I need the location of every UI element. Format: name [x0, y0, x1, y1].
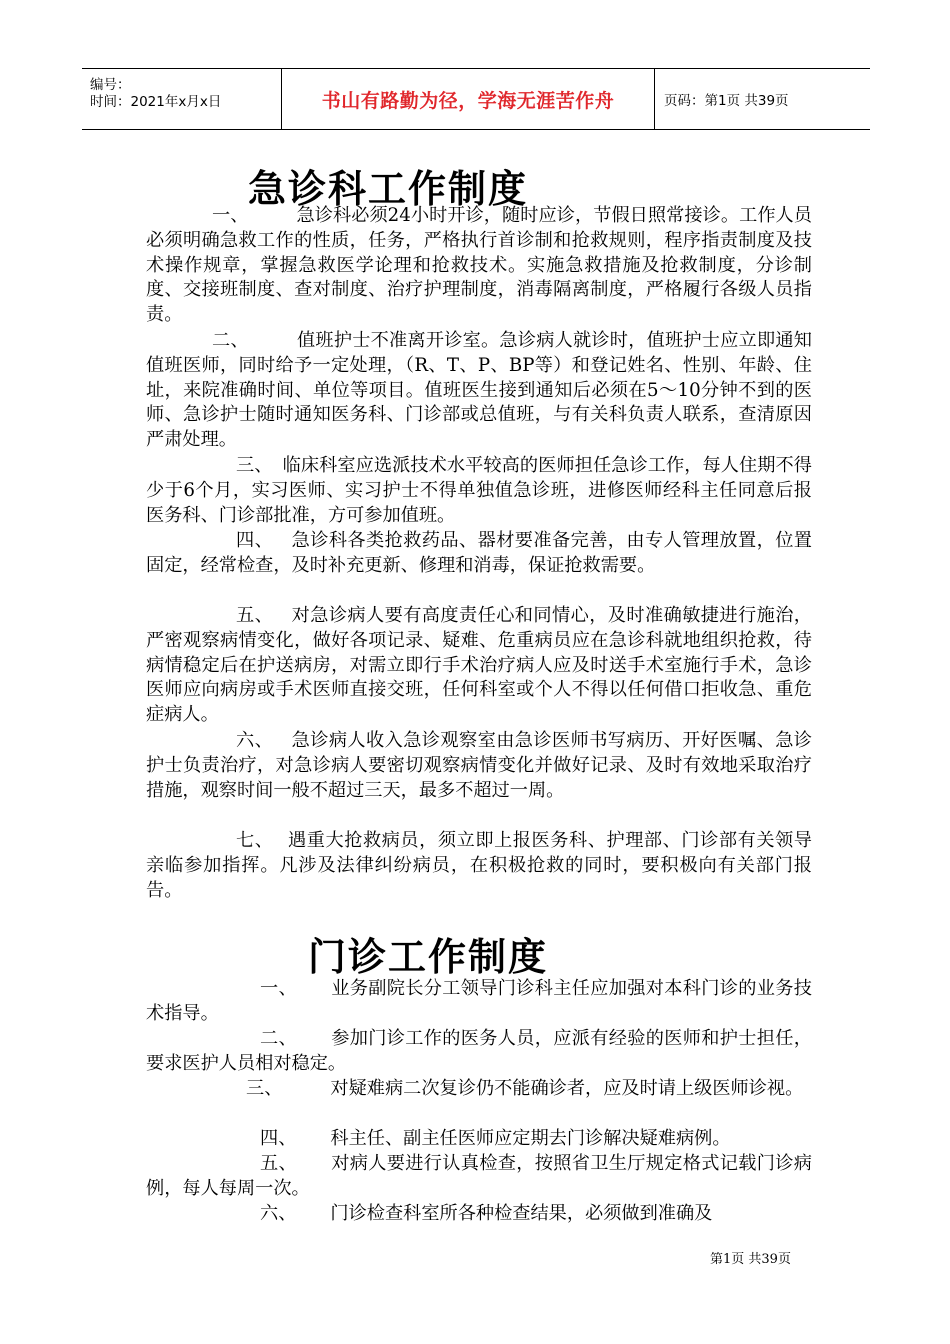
header-page-cell: [654, 69, 870, 129]
item-text: 临床科室应选派技术水平较高的医师担任急诊工作，每人住期不得少于6个月，实习医师、实习护士不得单独值急诊班，进修医师经科主任同意后报医务科、门诊部批准，方可参加值班。: [146, 455, 812, 526]
page-info: 页码：第1页 共39页: [664, 93, 789, 109]
item-text: 参加门诊工作的医务人员，应派有经验的医师和护士担任，要求医护人员相对稳定。: [146, 1028, 812, 1074]
section1-item-5: [146, 604, 812, 728]
section2-item-4: [146, 1127, 812, 1152]
item-text: 业务副院长分工领导门诊科主任应加强对本科门诊的业务技术指导。: [146, 978, 812, 1024]
item-text: 对急诊病人要有高度责任心和同情心，及时准确敏捷进行施治，严密观察病情变化，做好各项记录、疑难、危重病员应在急诊科就地组织抢救，待病情稳定后在护送病房，对需立即行手术治疗病人应及时送手术室施行手术，急诊医师应向病房或手术医师直接交班，任何科室或个人不得以任何借口拒收急、重危症病人。: [146, 605, 812, 726]
motto: 书山有路勤为径，学海无涯苦作舟: [321, 89, 615, 112]
item-text: 值班护士不准离开诊室。急诊病人就诊时，值班护士应立即通知值班医师，同时给予一定处理，（R、T、P、BP等）和登记姓名、性别、年龄、住址，来院准确时间、单位等项目。值班医生接到通知后必须在5～10分钟不到的医师、急诊护士随时通知医务科、门诊部或总值班，与有关科负责人联系，查清原因严肃处理。: [146, 330, 812, 451]
item-text: 对病人要进行认真检查，按照省卫生厅规定格式记载门诊病例，每人每周一次。: [146, 1153, 812, 1199]
item-number: 二、: [260, 1028, 297, 1049]
section1-item-2: [146, 329, 812, 453]
section2-item-6: [146, 1202, 812, 1227]
item-text: 急诊科各类抢救药品、器材要准备完善，由专人管理放置，位置固定，经常检查，及时补充更新、修理和消毒，保证抢救需要。: [146, 530, 812, 576]
page-footer: 第1页 共39页: [710, 1252, 791, 1267]
header-meta: [82, 69, 281, 129]
item-number: 一、: [212, 205, 249, 226]
section1-item-6: [146, 729, 812, 803]
section1-item-4: [146, 529, 812, 579]
section1-item-1: [146, 204, 812, 328]
header-motto-cell: [281, 69, 655, 129]
section1-item-3: [146, 454, 812, 528]
item-number: 六、: [236, 730, 274, 751]
item-text: 急诊病人收入急诊观察室由急诊医师书写病历、开好医嘱、急诊护士负责治疗，对急诊病人要密切观察病情变化并做好记录、及时有效地采取治疗措施，观察时间一般不超过三天，最多不超过一周。: [146, 730, 812, 801]
section2-item-2: [146, 1027, 812, 1077]
item-text: 急诊科必须24小时开诊，随时应诊，节假日照常接诊。工作人员必须明确急救工作的性质，任务，严格执行首诊制和抢救规则，程序指责制度及技术操作规章，掌握急救医学论理和抢救技术。实施急救措施及抢救制度，分诊制度、交接班制度、查对制度、治疗护理制度，消毒隔离制度，严格履行各级人员指责。: [146, 205, 812, 326]
item-number: 六、: [260, 1203, 297, 1224]
document-header: [82, 68, 870, 130]
item-number: 三、: [236, 455, 273, 476]
section2-item-3: [146, 1077, 812, 1102]
item-text: 科主任、副主任医师应定期去门诊解决疑难病例。: [330, 1128, 731, 1149]
item-number: 七、: [236, 830, 274, 851]
item-number: 四、: [260, 1128, 297, 1149]
item-number: 二、: [212, 330, 249, 351]
section2-item-1: [146, 977, 812, 1027]
item-number: 三、: [246, 1078, 283, 1099]
item-text: 门诊检查科室所各种检查结果，必须做到准确及: [330, 1203, 713, 1224]
number-label: 编号：: [90, 77, 131, 93]
section2-title: 门诊工作制度: [308, 935, 549, 979]
section2-item-5: [146, 1152, 812, 1202]
section1-item-7: [146, 829, 812, 903]
item-number: 五、: [236, 605, 274, 626]
time-label: 时间：2021年x月x日: [90, 94, 222, 110]
item-number: 四、: [236, 530, 274, 551]
item-text: 遇重大抢救病员，须立即上报医务科、护理部、门诊部有关领导亲临参加指挥。凡涉及法律纠纷病员，在积极抢救的同时，要积极向有关部门报告。: [146, 830, 812, 901]
item-number: 五、: [260, 1153, 297, 1174]
item-text: 对疑难病二次复诊仍不能确诊者，应及时请上级医师诊视。: [330, 1078, 804, 1099]
section1-title: 急诊科工作制度: [248, 167, 529, 211]
item-number: 一、: [260, 978, 297, 999]
